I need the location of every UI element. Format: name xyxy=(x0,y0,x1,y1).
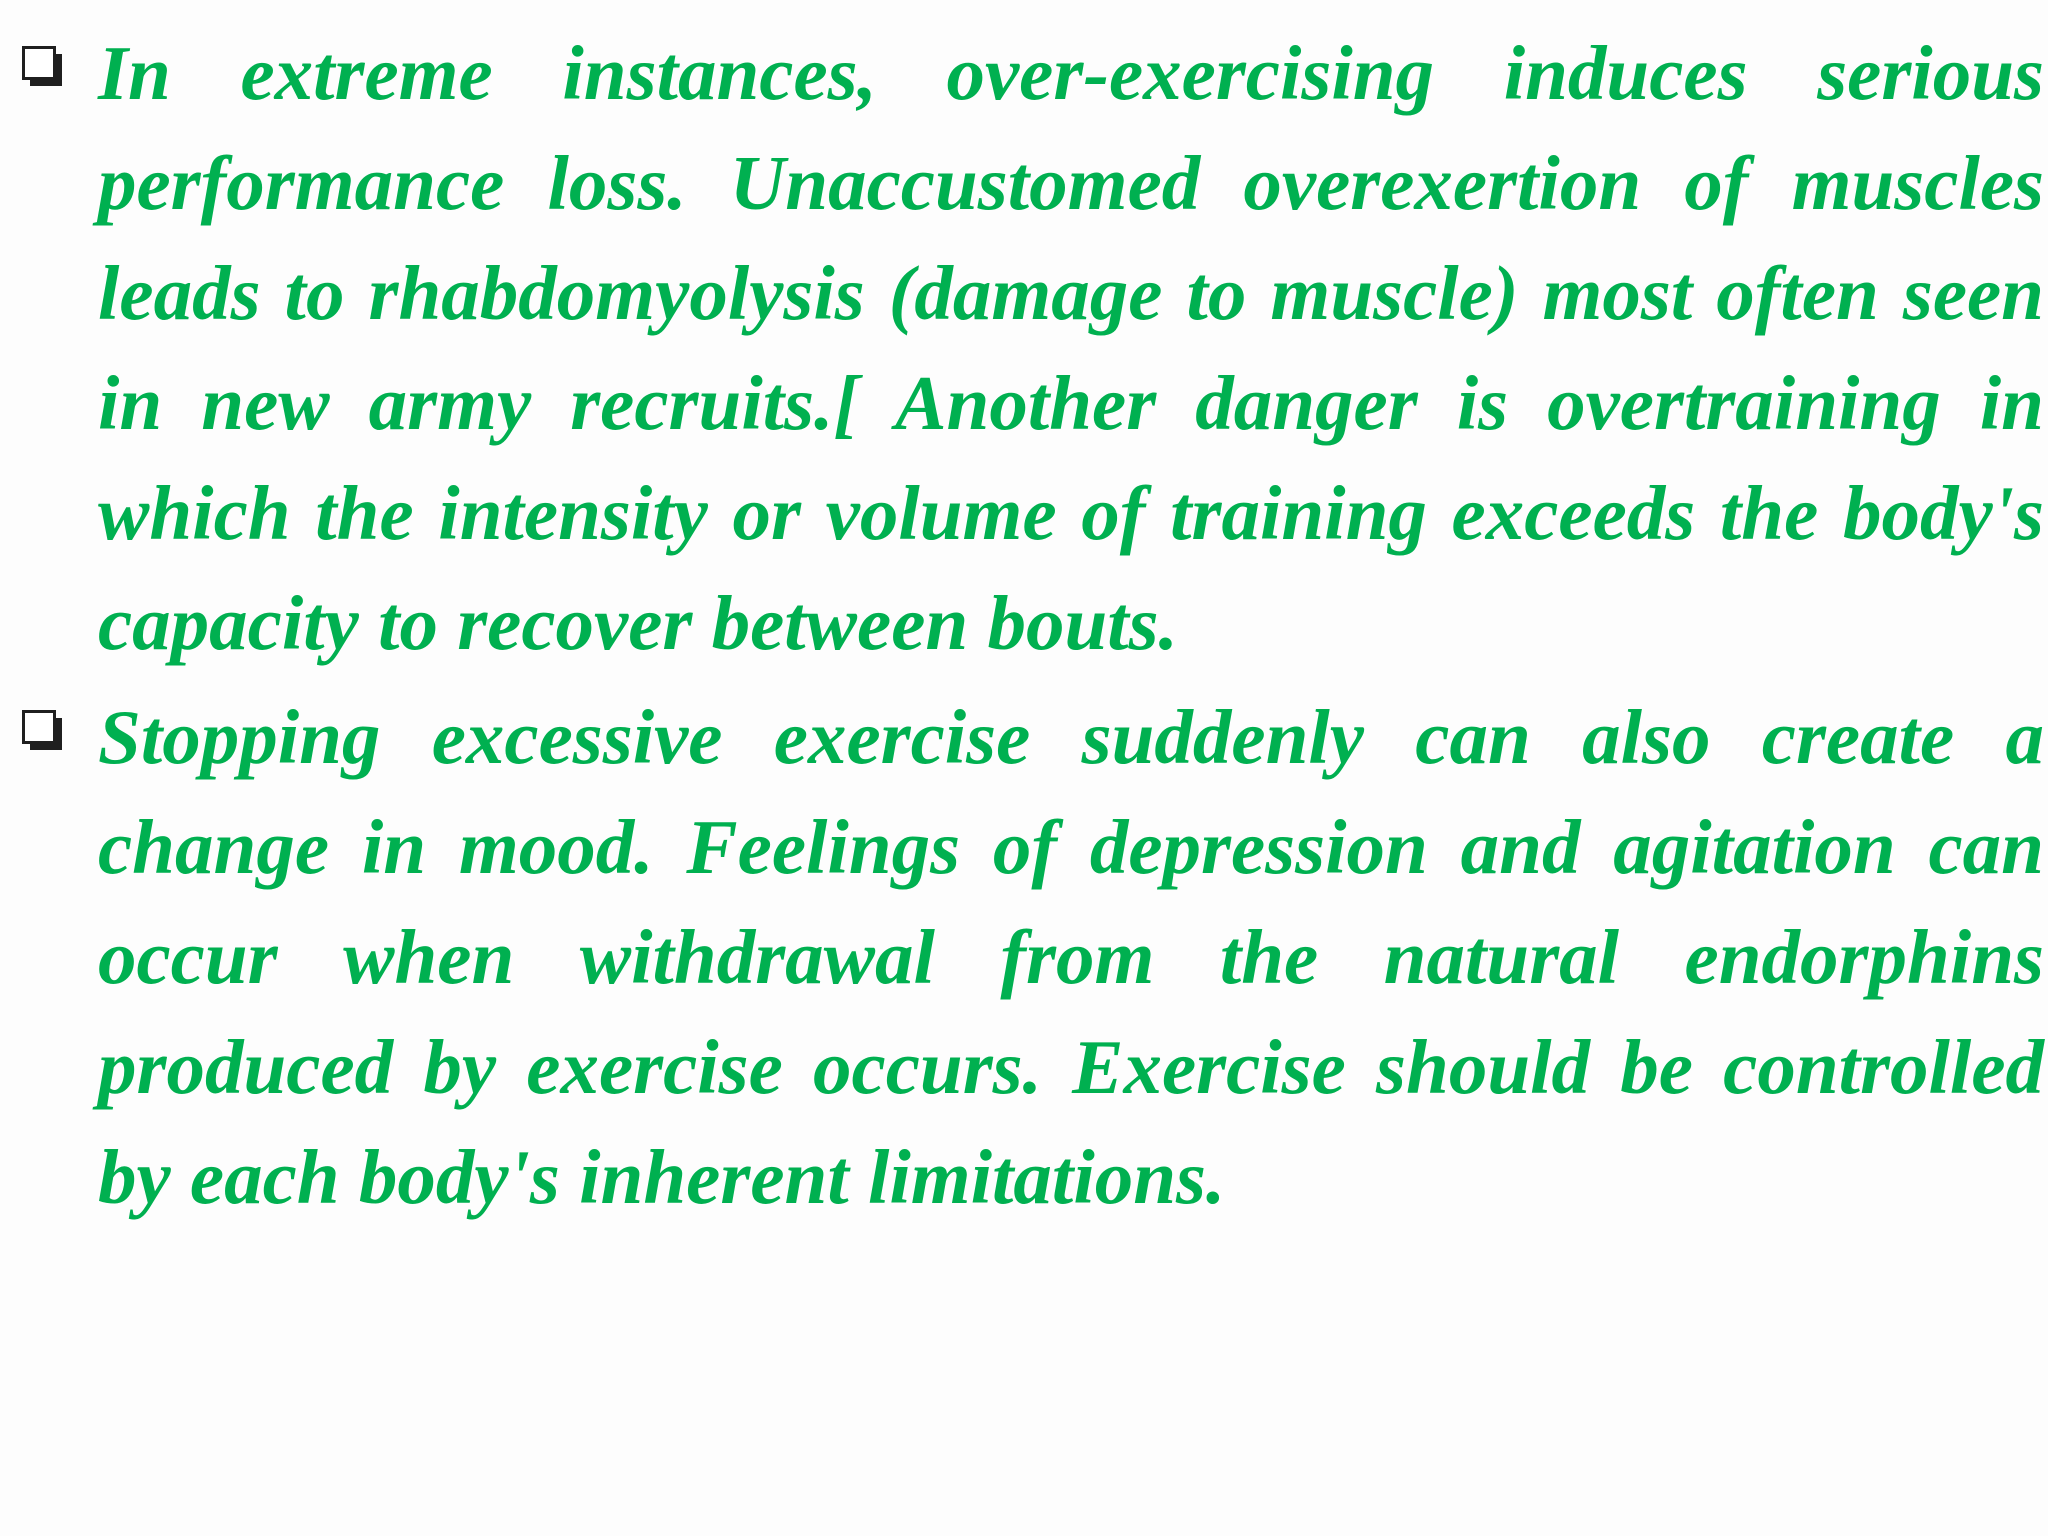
bullet-item xyxy=(22,18,2044,678)
checkbox-square-icon xyxy=(22,710,60,748)
bullet-text: Stopping excessive exercise suddenly can also create a change in mood. Feelings of depression and agitation can occur when withdrawal from the natural endorphins produced by exercise occurs. Exercise should be controlled by each body's inherent limitations. xyxy=(98,694,2044,1220)
bullet-list xyxy=(22,18,2044,1236)
checkbox-square-icon xyxy=(22,46,60,84)
bullet-item xyxy=(22,682,2044,1232)
bullet-text: In extreme instances, over-exercising induces serious performance loss. Unaccustomed overexertion of muscles leads to rhabdomyolysis (damage to muscle) most often seen in new army recruits.[ Another danger is overtraining in which the intensity or volume of training exceeds the body's capacity to recover between bouts. xyxy=(98,30,2044,666)
